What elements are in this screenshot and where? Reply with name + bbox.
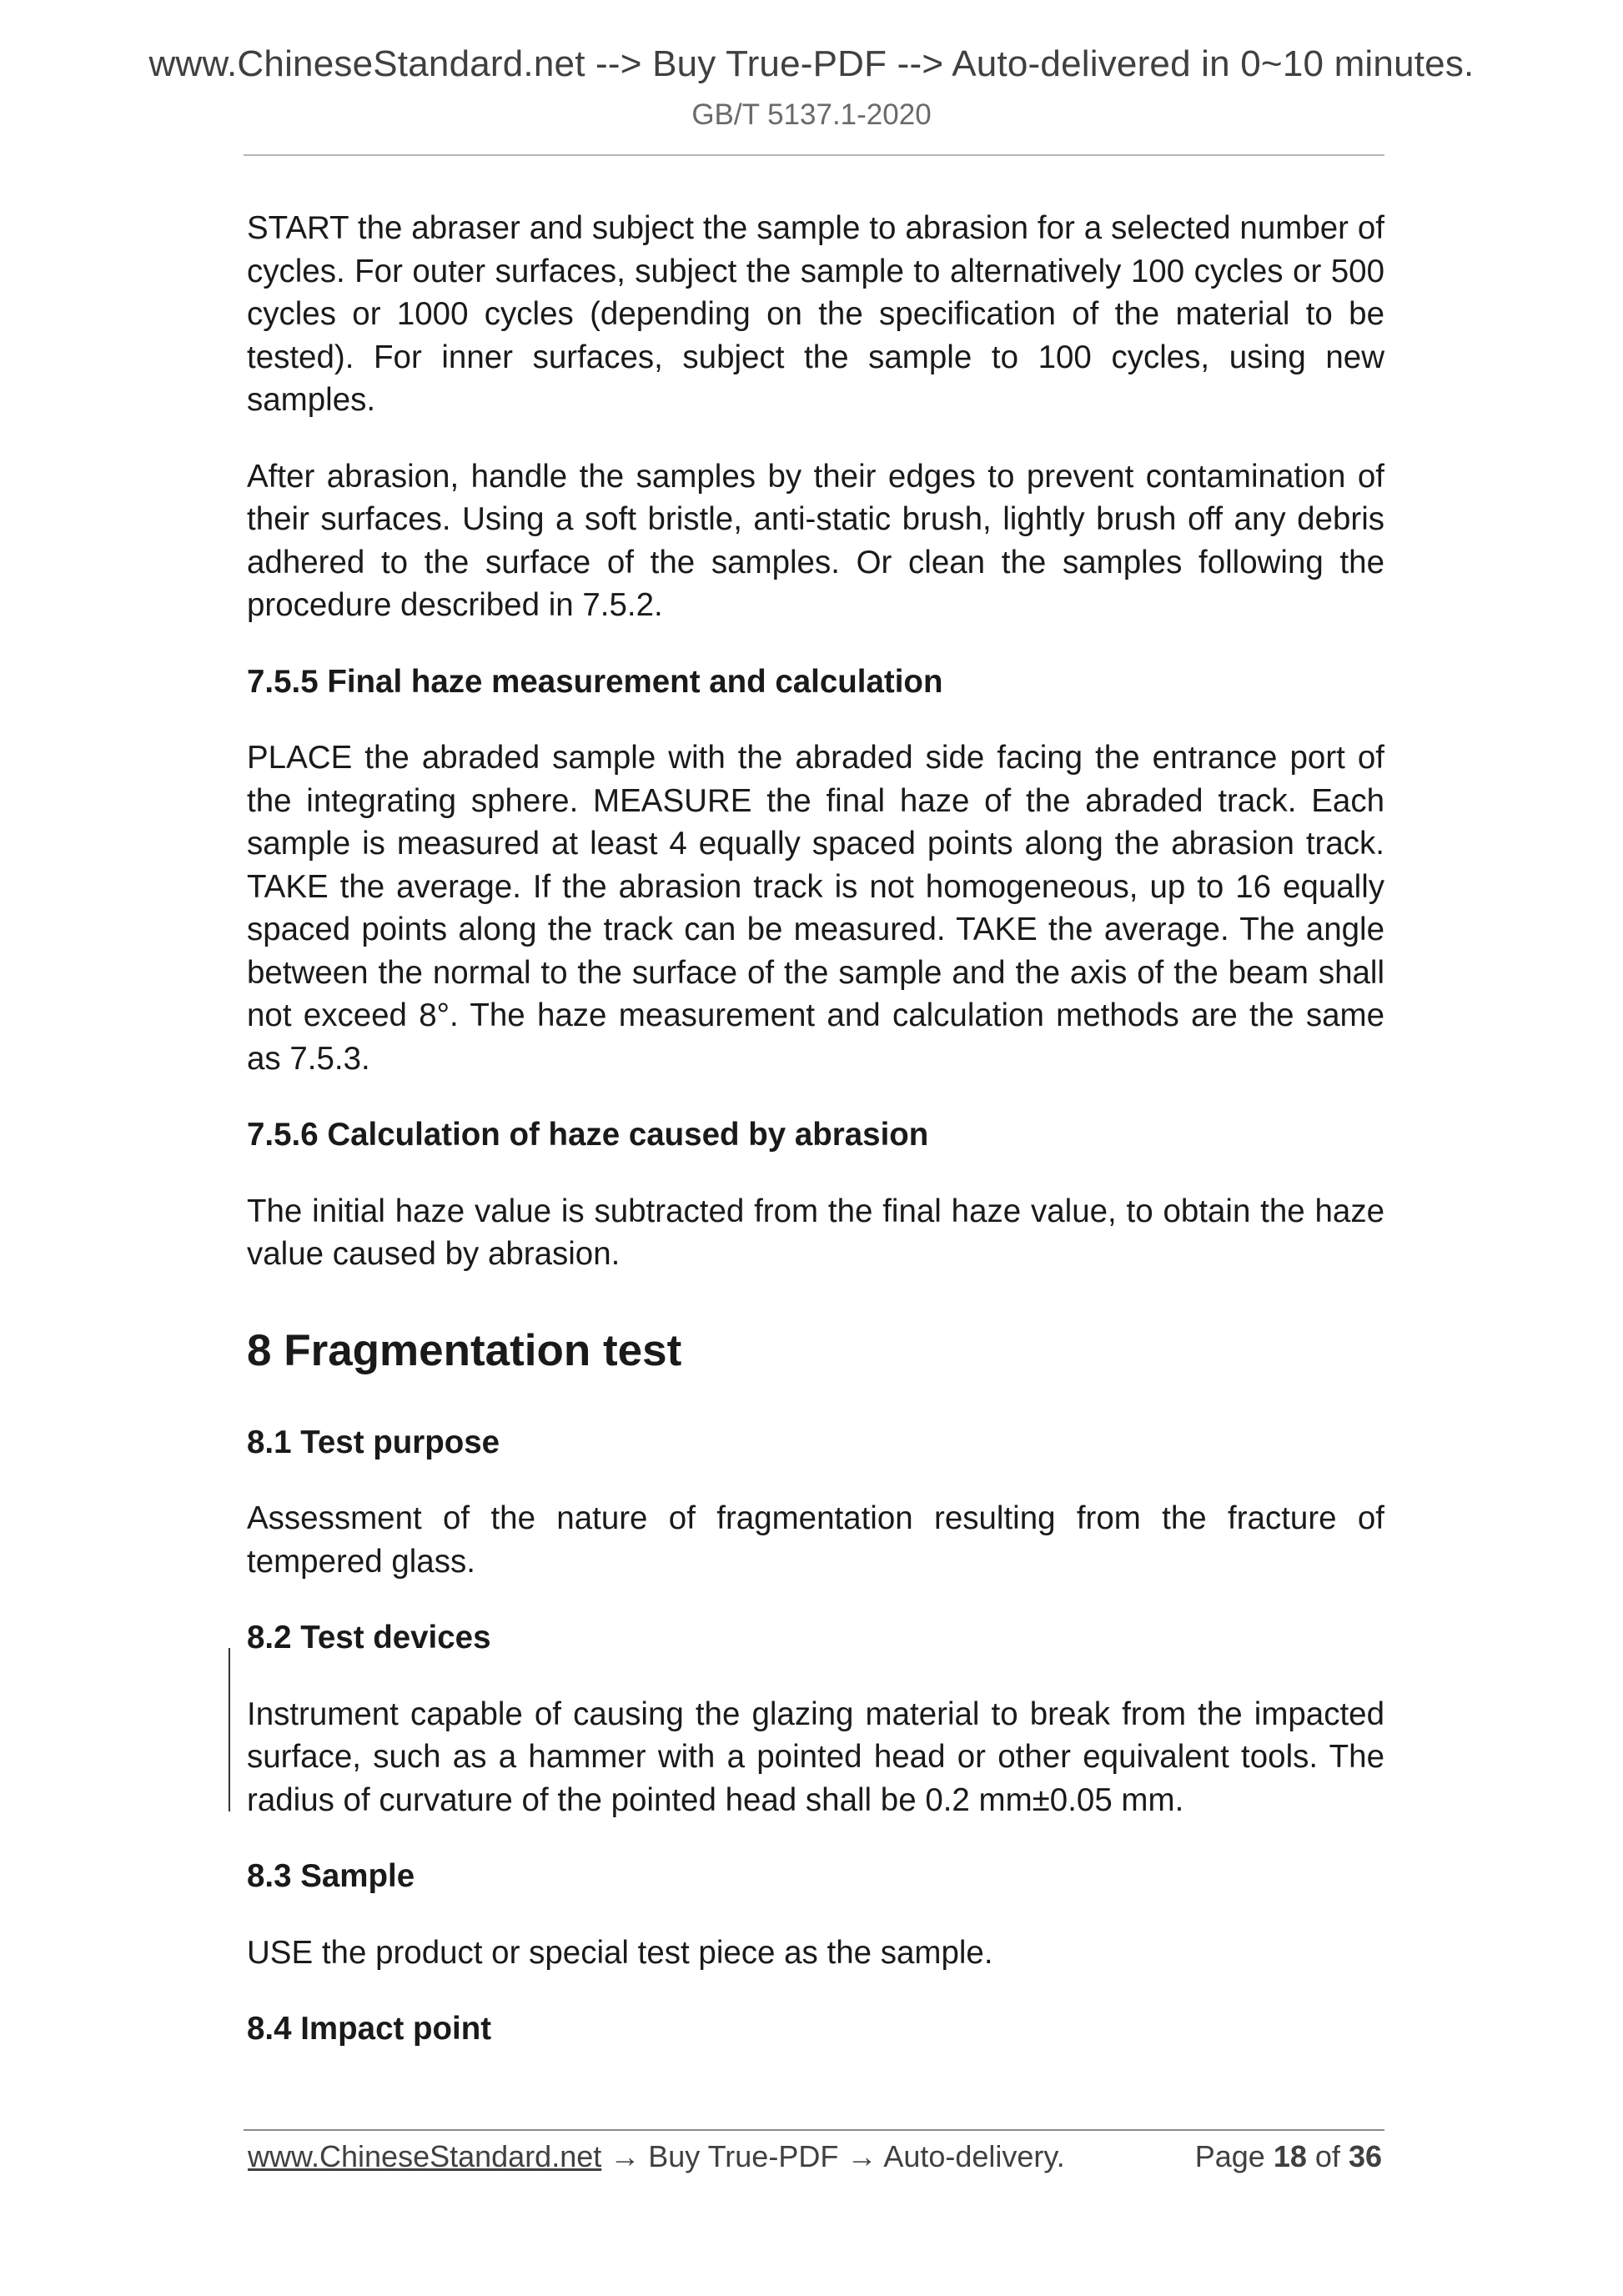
heading-8-4: 8.4 Impact point: [247, 2011, 492, 2047]
total-pages: 36: [1348, 2139, 1382, 2173]
revised-block: [247, 1693, 1384, 1822]
heading-7-5-6: 7.5.6 Calculation of haze caused by abrasion: [247, 1117, 929, 1153]
heading-8: 8 Fragmentation test: [247, 1325, 682, 1375]
heading-8-2: 8.2 Test devices: [247, 1620, 491, 1655]
footer-text: → Buy True-PDF → Auto-delivery.: [601, 2139, 1065, 2173]
paragraph-final-haze: PLACE the abraded sample with the abraded side facing the entrance port of the integrating sphere. MEASURE the final haze of the abraded track. Each sample is measured at least 4 equally spaced points along the abrasion track. TAKE the average. If the abrasion track is not homogeneous, up to 16 equally spaced points along the track can be measured. TAKE the average. The angle between the normal to the surface of the sample and the axis of the beam shall not exceed 8°. The haze measurement and calculation methods are the same as 7.5.3.: [247, 740, 1384, 1077]
heading-8-1: 8.1 Test purpose: [247, 1424, 500, 1460]
paragraph-after-abrasion: After abrasion, handle the samples by their edges to prevent contamination of their surfaces. Using a soft bristle, anti-static brush, lightly brush off any debris adhered to the surface of the samples. Or clean the samples following the procedure described in 7.5.2.: [247, 458, 1384, 623]
page-number: [1195, 2139, 1382, 2174]
change-bar: [229, 1648, 230, 1811]
footer: [248, 2139, 1382, 2174]
footer-link[interactable]: www.ChineseStandard.net: [248, 2139, 602, 2173]
of-word: of: [1314, 2139, 1340, 2173]
paragraph-test-purpose: Assessment of the nature of fragmentation resulting from the fracture of tempered glass.: [247, 1500, 1384, 1580]
page-content: [247, 207, 1384, 2084]
page-word: Page: [1194, 2139, 1265, 2173]
footer-divider: [244, 2129, 1384, 2131]
header-divider: [244, 154, 1384, 156]
paragraph-start-abraser: START the abraser and subject the sample to abrasion for a selected number of cycles. For outer surfaces, subject the sample to alternatively 100 cycles or 500 cycles or 1000 cycles (depending on the specification of the material to be tested). For inner surfaces, subject the sample to 100 cycles, using new samples.: [247, 210, 1384, 418]
heading-7-5-5: 7.5.5 Final haze measurement and calculation: [247, 663, 943, 700]
heading-8-3: 8.3 Sample: [247, 1858, 415, 1894]
paragraph-haze-calculation: The initial haze value is subtracted from the final haze value, to obtain the haze value caused by abrasion.: [247, 1193, 1384, 1272]
paragraph-test-devices: Instrument capable of causing the glazing material to break from the impacted surface, such as a hammer with a pointed head or other equivalent tools. The radius of curvature of the pointed head shall be 0.2 mm±0.05 mm.: [247, 1696, 1384, 1818]
current-page: 18: [1273, 2139, 1307, 2173]
standard-code: GB/T 5137.1-2020: [691, 98, 932, 131]
paragraph-sample: USE the product or special test piece as the sample.: [247, 1934, 993, 1971]
top-banner: www.ChineseStandard.net --> Buy True-PDF --> Auto-delivered in 0~10 minutes.: [148, 43, 1475, 84]
